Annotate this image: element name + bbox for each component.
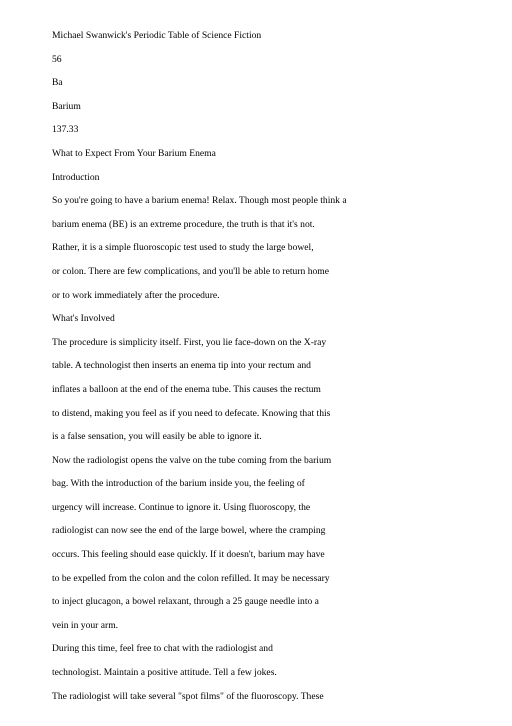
text-line: or colon. There are few complications, and you'll be able to return home xyxy=(52,265,330,277)
text-line: or to work immediately after the procedure. xyxy=(52,289,220,301)
text-line: table. A technologist then inserts an enema tip into your rectum and xyxy=(52,360,311,372)
element-symbol: Ba xyxy=(52,77,63,89)
text-line: occurs. This feeling should ease quickly. If it doesn't, barium may have xyxy=(52,549,325,561)
text-line: During this time, feel free to chat with the radiologist and xyxy=(52,643,273,655)
text-line: is a false sensation, you will easily be able to ignore it. xyxy=(52,431,262,443)
section-heading-whats-involved: What's Involved xyxy=(52,313,115,325)
text-line: technologist. Maintain a positive attitude. Tell a few jokes. xyxy=(52,667,277,679)
text-line: The procedure is simplicity itself. First, you lie face-down on the X-ray xyxy=(52,336,327,348)
story-title: What to Expect From Your Barium Enema xyxy=(52,147,216,159)
text-line: barium enema (BE) is an extreme procedure, the truth is that it's not. xyxy=(52,218,315,230)
text-line: to be expelled from the colon and the colon refilled. It may be necessary xyxy=(52,572,330,584)
text-line: inflates a balloon at the end of the enema tube. This causes the rectum xyxy=(52,383,321,395)
text-line: to inject glucagon, a bowel relaxant, through a 25 gauge needle into a xyxy=(52,596,319,608)
element-name: Barium xyxy=(52,100,81,112)
document-title: Michael Swanwick's Periodic Table of Science Fiction xyxy=(52,30,262,41)
text-line: radiologist can now see the end of the large bowel, where the cramping xyxy=(52,525,326,537)
text-line: The radiologist will take several "spot films" of the fluoroscopy. These xyxy=(52,690,324,702)
text-line: bag. With the introduction of the barium inside you, the feeling of xyxy=(52,478,305,490)
text-line: Rather, it is a simple fluoroscopic test used to study the large bowel, xyxy=(52,242,314,254)
atomic-weight: 137.33 xyxy=(52,124,79,136)
atomic-number: 56 xyxy=(52,53,62,65)
section-heading-introduction: Introduction xyxy=(52,171,100,183)
text-line: Now the radiologist opens the valve on the tube coming from the barium xyxy=(52,454,332,466)
text-line: to distend, making you feel as if you need to defecate. Knowing that this xyxy=(52,407,331,419)
text-line: urgency will increase. Continue to ignore it. Using fluoroscopy, the xyxy=(52,501,311,513)
document-page xyxy=(52,24,492,708)
text-line: So you're going to have a barium enema! Relax. Though most people think a xyxy=(52,195,347,207)
text-line: vein in your arm. xyxy=(52,619,119,631)
